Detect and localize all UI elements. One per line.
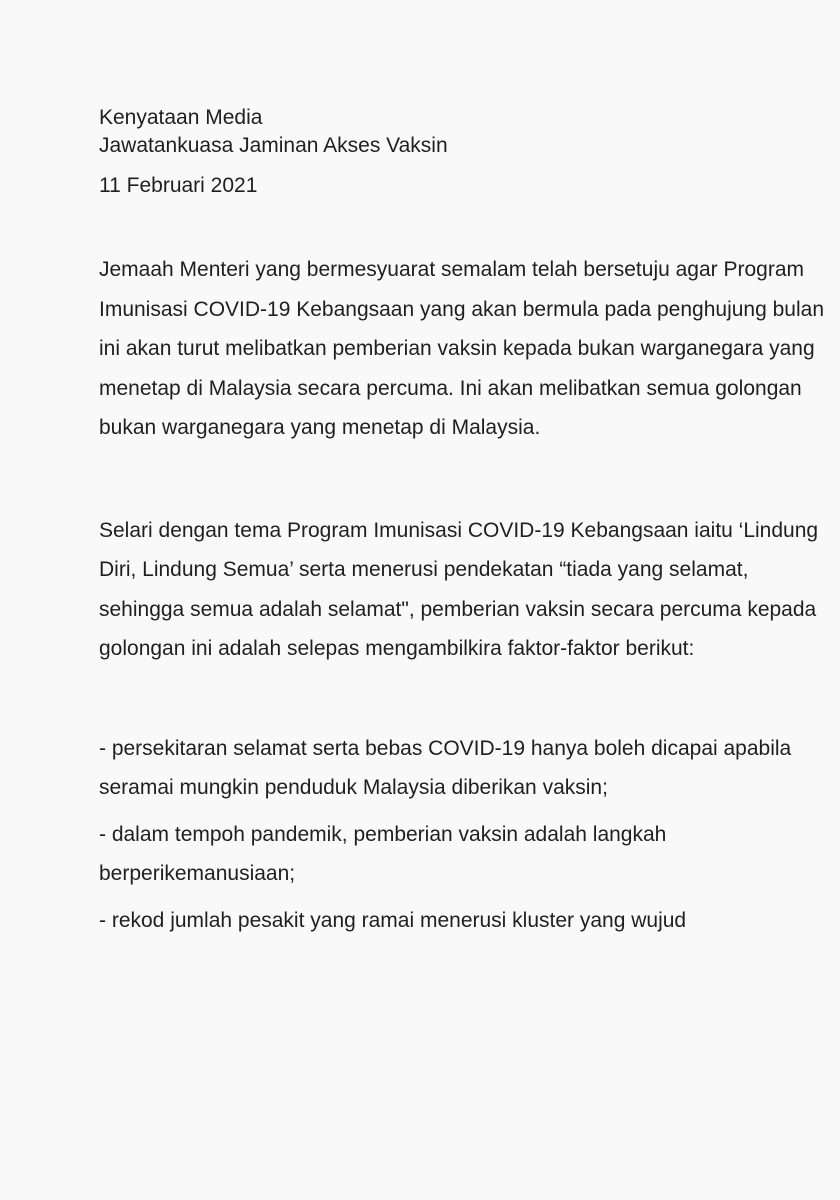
press-statement	[99, 104, 829, 940]
list-item: - persekitaran selamat serta bebas COVID-19 hanya boleh dicapai apabila seramai mungkin penduduk Malaysia diberikan vaksin;	[99, 736, 792, 799]
statement-date: 11 Februari 2021	[99, 174, 258, 197]
committee-name: Jawatankuasa Jaminan Akses Vaksin	[99, 134, 448, 157]
factor-list	[99, 729, 829, 941]
list-item: - dalam tempoh pandemik, pemberian vaksin adalah langkah berperikemanusiaan;	[99, 822, 667, 885]
list-item: - rekod jumlah pesakit yang ramai menerusi kluster yang wujud	[99, 908, 687, 932]
paragraph-rationale: Selari dengan tema Program Imunisasi COVID-19 Kebangsaan iaitu ‘Lindung Diri, Lindung Semua’ serta menerusi pendekatan “tiada yang selamat, sehingga semua adalah selamat", pemberian vaksin secara percuma kepada golongan ini adalah selepas mengambilkira faktor-faktor berikut:	[99, 518, 819, 660]
paragraph-cabinet-decision: Jemaah Menteri yang bermesyuarat semalam telah bersetuju agar Program Imunisasi COVID-19 Kebangsaan yang akan bermula pada penghujung bulan ini akan turut melibatkan pemberian vaksin kepada bukan warganegara yang menetap di Malaysia secara percuma. Ini akan melibatkan semua golongan bukan warganegara yang menetap di Malaysia.	[99, 258, 824, 439]
statement-type: Kenyataan Media	[99, 106, 263, 129]
